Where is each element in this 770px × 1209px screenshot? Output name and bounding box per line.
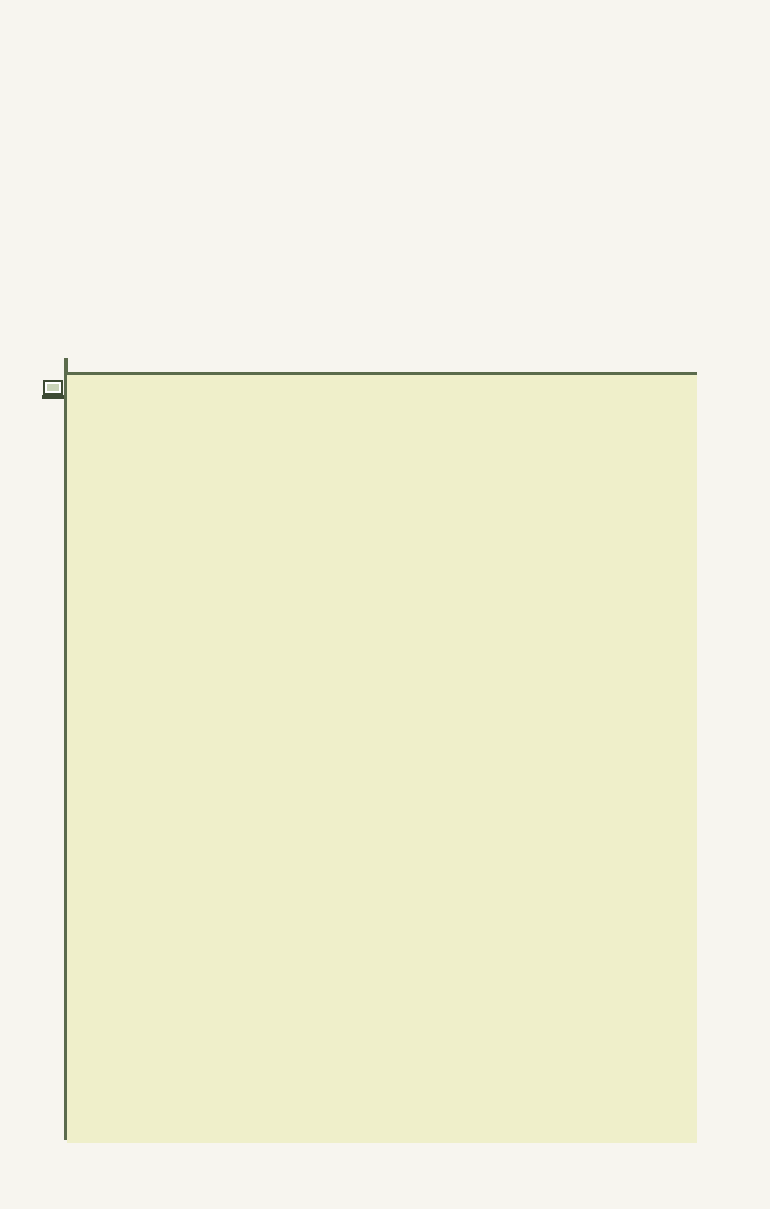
computer-icon bbox=[42, 378, 66, 402]
facts-box bbox=[67, 372, 697, 1143]
